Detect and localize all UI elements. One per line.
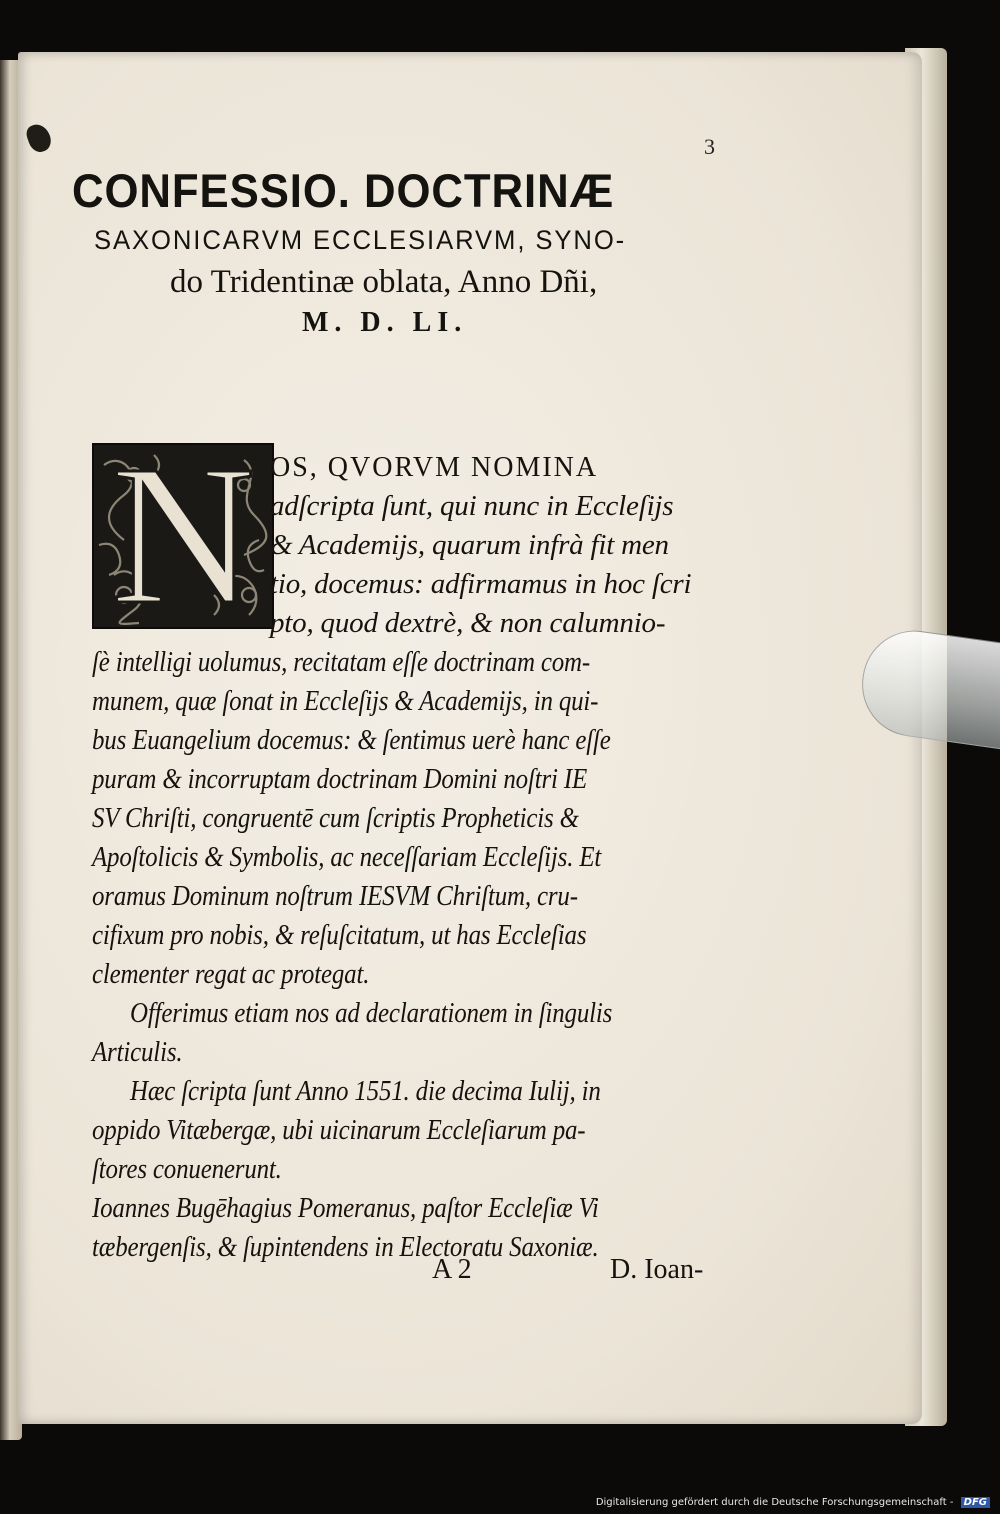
title-line-3: do Tridentinæ oblata, Anno Dñi, [170,264,598,300]
text-line: Apoſtolicis & Symbolis, ac neceſſariam Eccleſijs. Et [92,841,602,873]
text-line: Articulis. [92,1036,183,1068]
dfg-logo: DFG [961,1497,990,1508]
text-line: oramus Dominum noſtrum IESVM Chriſtum, cru- [92,880,578,912]
page-number: 3 [704,134,715,159]
text-line: puram & incorruptam doctrinam Domini noſtri IE [92,763,588,795]
text-line: OS, QVORVM NOMINA [270,452,599,483]
text-line: tio, docemus: adfirmamus in hoc ſcri [270,568,692,600]
text-line: Offerimus etiam nos ad declarationem in ſingulis [130,997,613,1029]
ink-stain [24,121,54,155]
title-block [72,162,712,342]
text-line: bus Euangelium docemus: & ſentimus uerè hanc eſſe [92,724,611,756]
text-line: ſtores conuenerunt. [92,1153,282,1185]
text-line: Ioannes Bugēhagius Pomeranus, paſtor Eccleſiæ Vi [92,1192,599,1224]
text-line: SV Chriſti, congruentē cum ſcriptis Propheticis & [92,802,579,834]
text-line: tæbergenſis, & ſupintendens in Electoratu Saxoniæ. [92,1231,599,1263]
title-date: M. D. LI. [302,307,468,338]
text-line: adſcripta ſunt, qui nunc in Eccleſijs [270,490,674,522]
text-line: & Academijs, quarum infrà fit men [270,529,669,561]
text-line: ſè intelligi uolumus, recitatam eſſe doctrinam com- [92,646,591,678]
text-line: cifixum pro nobis, & reſuſcitatum, ut has Eccleſias [92,919,587,951]
digitization-credit [596,1497,990,1508]
text-line: munem, quæ ſonat in Eccleſijs & Academijs, in qui- [92,685,599,717]
body-text [92,448,712,1267]
title-line-2: SAXONICARVM ECCLESIARVM, SYNO- [94,225,627,255]
catchword: D. Ioan- [610,1254,704,1285]
text-line: pto, quod dextrè, & non calumnio- [270,607,666,639]
text-line: oppido Vitæbergæ, ubi uicinarum Eccleſiarum pa- [92,1114,586,1146]
initial-letter: N [110,443,256,629]
credit-text: Digitalisierung gefördert durch die Deutsche Forschungsgemeinschaft - [595,1497,954,1508]
signature-mark: A 2 [432,1254,472,1285]
text-line: Hæc ſcripta ſunt Anno 1551. die decima Iulij, in [130,1075,601,1107]
title-line-1: CONFESSIO. DOCTRINÆ [72,164,615,217]
text-line: clementer regat ac protegat. [92,958,370,990]
